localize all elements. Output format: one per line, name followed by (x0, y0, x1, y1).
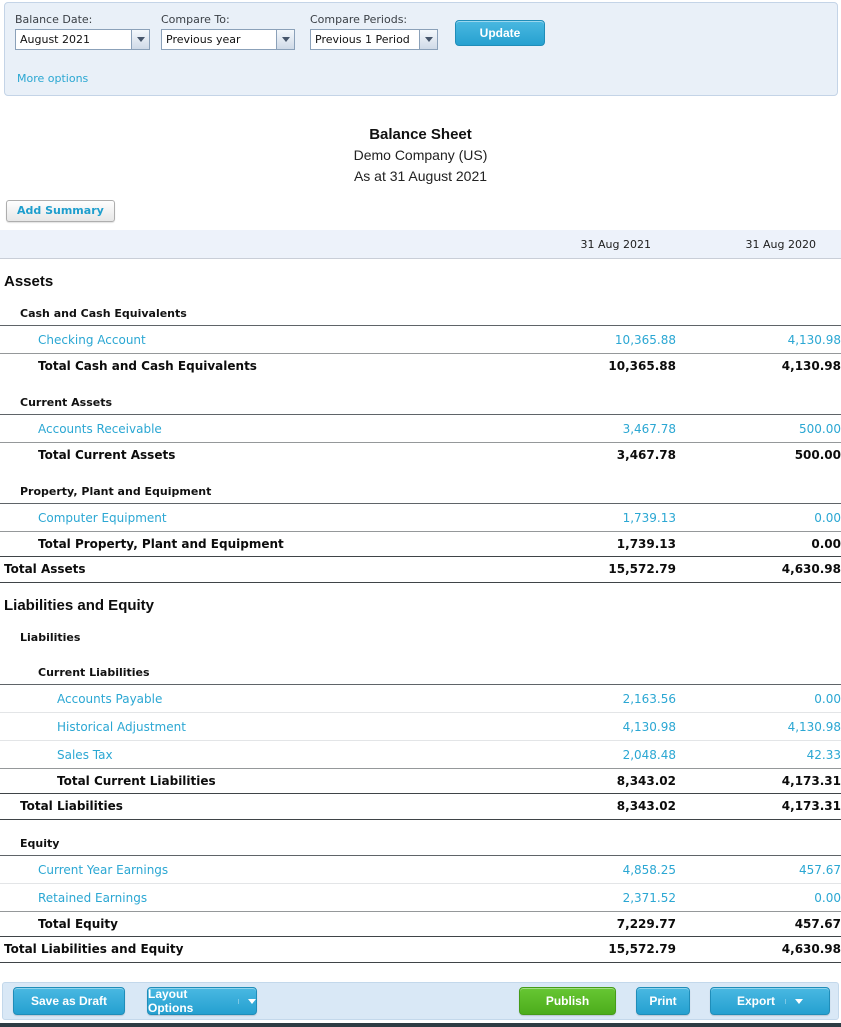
page-bottom-strip (0, 1023, 841, 1027)
report-row (0, 627, 841, 649)
publish-label: Publish (545, 994, 590, 1008)
row-value: 4,630.98 (781, 562, 841, 576)
save-as-draft-label: Save as Draft (30, 994, 108, 1008)
row-value: 8,343.02 (616, 774, 676, 788)
row-value[interactable]: 2,371.52 (622, 891, 676, 905)
report-rows (0, 273, 841, 963)
row-value: 4,630.98 (781, 942, 841, 956)
row-value: 3,467.78 (616, 448, 676, 462)
report-row (0, 856, 841, 884)
row-value: 4,173.31 (781, 799, 841, 813)
row-label: Liabilities (20, 631, 81, 644)
row-value: 4,173.31 (781, 774, 841, 788)
report-row (0, 597, 841, 614)
report-row (0, 392, 841, 415)
row-value: 15,572.79 (608, 562, 676, 576)
save-as-draft-button[interactable] (13, 987, 125, 1015)
chevron-down-icon[interactable] (419, 30, 437, 49)
compare-periods-select[interactable] (310, 29, 438, 50)
report-row (0, 273, 841, 290)
report-row (0, 936, 841, 963)
report-row (0, 713, 841, 741)
layout-options-label: Layout Options (148, 987, 194, 1015)
row-label: Total Equity (38, 917, 118, 931)
layout-options-button[interactable] (147, 987, 257, 1015)
row-label: Total Current Assets (38, 448, 176, 462)
balance-date-group (15, 13, 150, 50)
row-value[interactable]: 4,858.25 (622, 863, 676, 877)
row-label: Total Liabilities (20, 799, 123, 813)
account-link[interactable]: Current Year Earnings (38, 863, 169, 877)
compare-periods-label: Compare Periods: (310, 13, 408, 26)
row-value[interactable]: 457.67 (799, 863, 841, 877)
balance-date-select[interactable] (15, 29, 150, 50)
compare-periods-value: Previous 1 Period (315, 33, 410, 46)
row-value[interactable]: 0.00 (814, 692, 841, 706)
compare-to-select[interactable] (161, 29, 295, 50)
print-button[interactable] (636, 987, 690, 1015)
chevron-down-icon[interactable] (131, 30, 149, 49)
account-link[interactable]: Accounts Payable (57, 692, 163, 706)
balance-date-label: Balance Date: (15, 13, 93, 26)
report-row (0, 911, 841, 937)
row-label: Total Cash and Cash Equivalents (38, 359, 257, 373)
row-value[interactable]: 10,365.88 (614, 333, 676, 347)
compare-to-value: Previous year (166, 33, 241, 46)
row-value[interactable]: 2,048.48 (622, 748, 676, 762)
report-row (0, 531, 841, 557)
row-value: 4,130.98 (781, 359, 841, 373)
account-link[interactable]: Checking Account (38, 333, 146, 347)
chevron-down-icon[interactable] (276, 30, 294, 49)
row-value: 457.67 (794, 917, 841, 931)
row-label: Assets (4, 273, 54, 290)
account-link[interactable]: Computer Equipment (38, 511, 167, 525)
row-value[interactable]: 2,163.56 (622, 692, 676, 706)
compare-to-label: Compare To: (161, 13, 230, 26)
report-date: As at 31 August 2021 (353, 168, 488, 184)
account-link[interactable]: Retained Earnings (38, 891, 148, 905)
filter-panel (4, 2, 838, 96)
footer-toolbar (2, 982, 839, 1020)
row-value: 500.00 (794, 448, 841, 462)
more-options-link[interactable]: More options (17, 72, 89, 85)
row-value: 15,572.79 (608, 942, 676, 956)
account-link[interactable]: Accounts Receivable (38, 422, 162, 436)
report-title-block (0, 124, 841, 187)
report-title: Balance Sheet (369, 126, 472, 143)
print-label: Print (649, 994, 677, 1008)
row-value: 1,739.13 (616, 537, 676, 551)
report-row (0, 442, 841, 468)
row-value[interactable]: 1,739.13 (622, 511, 676, 525)
row-label: Total Current Liabilities (57, 774, 216, 788)
column-header-current: 31 Aug 2021 (580, 237, 651, 251)
company-name: Demo Company (US) (353, 147, 488, 163)
publish-button[interactable] (519, 987, 616, 1015)
row-value[interactable]: 4,130.98 (787, 720, 841, 734)
report-row (0, 793, 841, 820)
row-label: Total Liabilities and Equity (4, 942, 184, 956)
report-row (0, 662, 841, 685)
row-label: Property, Plant and Equipment (20, 485, 212, 498)
compare-to-group (161, 13, 295, 50)
row-value[interactable]: 0.00 (814, 511, 841, 525)
row-value[interactable]: 42.33 (806, 748, 841, 762)
report-row (0, 353, 841, 379)
export-button[interactable] (710, 987, 830, 1015)
row-value: 10,365.88 (608, 359, 676, 373)
report-row (0, 303, 841, 326)
row-value[interactable]: 4,130.98 (622, 720, 676, 734)
report-row (0, 685, 841, 713)
compare-periods-group (310, 13, 438, 50)
balance-date-value: August 2021 (20, 33, 90, 46)
row-value: 7,229.77 (616, 917, 676, 931)
update-button[interactable]: Update (455, 20, 545, 46)
report-row (0, 504, 841, 532)
column-header-row (0, 230, 841, 259)
report-row (0, 833, 841, 856)
chevron-down-icon[interactable] (238, 999, 256, 1004)
row-value[interactable]: 3,467.78 (622, 422, 676, 436)
account-link[interactable]: Historical Adjustment (57, 720, 186, 734)
row-label: Cash and Cash Equivalents (20, 307, 187, 320)
report-row (0, 768, 841, 794)
row-label: Equity (20, 837, 60, 850)
row-value[interactable]: 0.00 (814, 891, 841, 905)
report-row (0, 884, 841, 912)
report-row (0, 326, 841, 354)
report-row (0, 556, 841, 583)
row-label: Current Liabilities (38, 666, 150, 679)
report-row (0, 741, 841, 769)
row-value: 8,343.02 (616, 799, 676, 813)
row-value[interactable]: 500.00 (799, 422, 841, 436)
row-value[interactable]: 4,130.98 (787, 333, 841, 347)
export-label: Export (736, 994, 775, 1008)
row-value: 0.00 (811, 537, 841, 551)
row-label: Total Assets (4, 562, 86, 576)
chevron-down-icon[interactable] (785, 999, 803, 1004)
row-label: Total Property, Plant and Equipment (38, 537, 284, 551)
account-link[interactable]: Sales Tax (57, 748, 113, 762)
add-summary-button[interactable]: Add Summary (6, 200, 115, 222)
report-row (0, 481, 841, 504)
report-row (0, 415, 841, 443)
row-label: Liabilities and Equity (4, 597, 155, 614)
balance-sheet-report (0, 230, 841, 963)
column-header-previous: 31 Aug 2020 (745, 237, 816, 251)
row-label: Current Assets (20, 396, 113, 409)
